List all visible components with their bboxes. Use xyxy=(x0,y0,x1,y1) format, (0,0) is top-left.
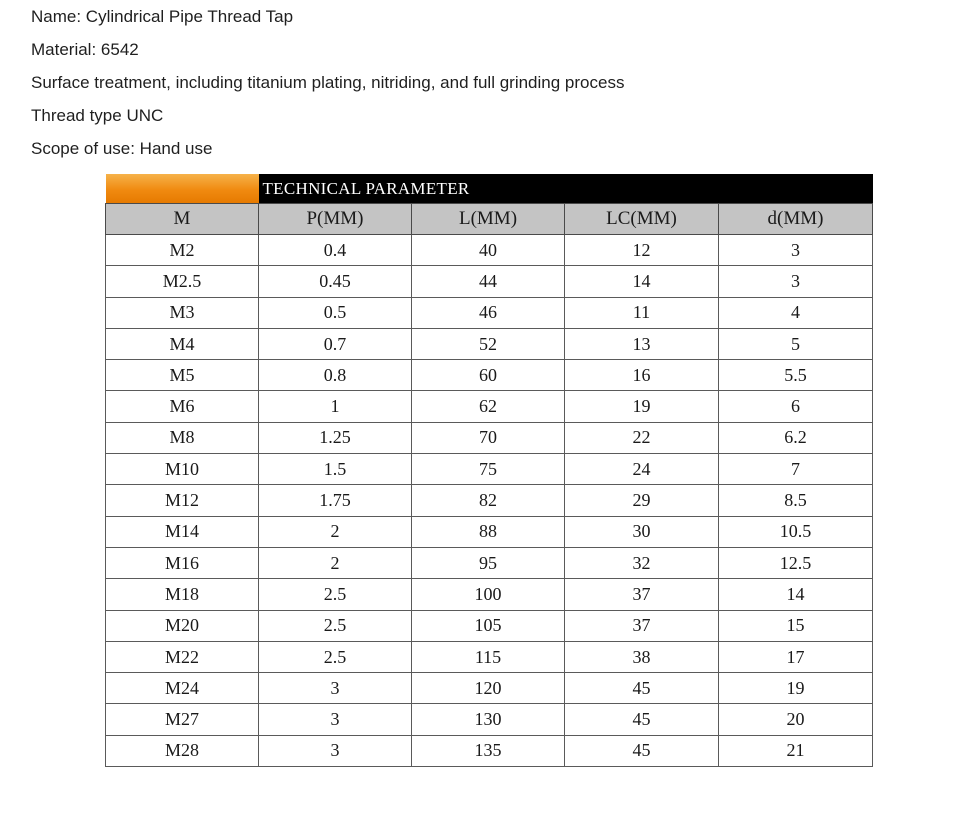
cell-p: 2.5 xyxy=(259,641,412,672)
header-l: L(MM) xyxy=(412,204,565,235)
cell-l: 44 xyxy=(412,266,565,297)
cell-lc: 11 xyxy=(565,297,719,328)
cell-l: 95 xyxy=(412,547,565,578)
cell-d: 7 xyxy=(719,454,873,485)
cell-d: 14 xyxy=(719,579,873,610)
cell-d: 3 xyxy=(719,266,873,297)
cell-m: M2.5 xyxy=(106,266,259,297)
cell-d: 6 xyxy=(719,391,873,422)
cell-p: 0.8 xyxy=(259,360,412,391)
cell-m: M27 xyxy=(106,704,259,735)
cell-l: 46 xyxy=(412,297,565,328)
cell-l: 88 xyxy=(412,516,565,547)
cell-l: 75 xyxy=(412,454,565,485)
cell-l: 52 xyxy=(412,328,565,359)
table-title: TECHNICAL PARAMETER xyxy=(259,174,873,204)
cell-p: 2.5 xyxy=(259,579,412,610)
cell-l: 82 xyxy=(412,485,565,516)
table-row xyxy=(106,673,873,704)
cell-p: 2.5 xyxy=(259,610,412,641)
cell-lc: 30 xyxy=(565,516,719,547)
cell-m: M4 xyxy=(106,328,259,359)
cell-m: M8 xyxy=(106,422,259,453)
cell-lc: 19 xyxy=(565,391,719,422)
cell-m: M12 xyxy=(106,485,259,516)
cell-d: 8.5 xyxy=(719,485,873,516)
cell-l: 135 xyxy=(412,735,565,766)
table-row xyxy=(106,360,873,391)
cell-l: 60 xyxy=(412,360,565,391)
cell-l: 115 xyxy=(412,641,565,672)
cell-p: 1.5 xyxy=(259,454,412,485)
cell-lc: 24 xyxy=(565,454,719,485)
table-row xyxy=(106,735,873,766)
cell-lc: 37 xyxy=(565,610,719,641)
cell-m: M28 xyxy=(106,735,259,766)
table-row xyxy=(106,485,873,516)
table-row xyxy=(106,235,873,266)
title-accent-bar xyxy=(106,174,259,204)
cell-p: 2 xyxy=(259,516,412,547)
cell-m: M10 xyxy=(106,454,259,485)
table-row xyxy=(106,266,873,297)
table-row xyxy=(106,704,873,735)
table-row xyxy=(106,391,873,422)
cell-l: 120 xyxy=(412,673,565,704)
cell-lc: 45 xyxy=(565,673,719,704)
cell-m: M3 xyxy=(106,297,259,328)
header-p: P(MM) xyxy=(259,204,412,235)
table-row xyxy=(106,516,873,547)
cell-lc: 29 xyxy=(565,485,719,516)
table-row xyxy=(106,641,873,672)
product-thread-type: Thread type UNC xyxy=(31,106,164,125)
cell-m: M5 xyxy=(106,360,259,391)
table-row xyxy=(106,454,873,485)
cell-m: M6 xyxy=(106,391,259,422)
technical-parameter-table xyxy=(105,174,873,767)
cell-d: 12.5 xyxy=(719,547,873,578)
cell-lc: 12 xyxy=(565,235,719,266)
cell-d: 4 xyxy=(719,297,873,328)
cell-p: 3 xyxy=(259,735,412,766)
table-row xyxy=(106,579,873,610)
cell-p: 0.5 xyxy=(259,297,412,328)
product-name: Name: Cylindrical Pipe Thread Tap xyxy=(31,7,294,26)
cell-d: 5 xyxy=(719,328,873,359)
product-material: Material: 6542 xyxy=(31,40,139,59)
table-title-row xyxy=(106,174,873,204)
cell-p: 2 xyxy=(259,547,412,578)
cell-p: 0.7 xyxy=(259,328,412,359)
header-d: d(MM) xyxy=(719,204,873,235)
cell-m: M16 xyxy=(106,547,259,578)
cell-l: 70 xyxy=(412,422,565,453)
product-scope-of-use: Scope of use: Hand use xyxy=(31,139,213,158)
cell-d: 3 xyxy=(719,235,873,266)
cell-lc: 13 xyxy=(565,328,719,359)
header-m: M xyxy=(106,204,259,235)
cell-l: 105 xyxy=(412,610,565,641)
cell-d: 21 xyxy=(719,735,873,766)
table-row xyxy=(106,328,873,359)
cell-m: M20 xyxy=(106,610,259,641)
cell-lc: 14 xyxy=(565,266,719,297)
cell-m: M18 xyxy=(106,579,259,610)
table-row xyxy=(106,610,873,641)
cell-lc: 38 xyxy=(565,641,719,672)
cell-m: M22 xyxy=(106,641,259,672)
cell-p: 1.75 xyxy=(259,485,412,516)
cell-p: 3 xyxy=(259,704,412,735)
product-info xyxy=(31,0,931,165)
product-surface-treatment: Surface treatment, including titanium plating, nitriding, and full grinding process xyxy=(31,73,625,92)
cell-p: 3 xyxy=(259,673,412,704)
cell-l: 100 xyxy=(412,579,565,610)
cell-lc: 32 xyxy=(565,547,719,578)
cell-d: 10.5 xyxy=(719,516,873,547)
cell-p: 1.25 xyxy=(259,422,412,453)
header-lc: LC(MM) xyxy=(565,204,719,235)
cell-p: 1 xyxy=(259,391,412,422)
cell-m: M24 xyxy=(106,673,259,704)
cell-l: 130 xyxy=(412,704,565,735)
cell-l: 62 xyxy=(412,391,565,422)
table-body xyxy=(106,235,873,767)
cell-p: 0.4 xyxy=(259,235,412,266)
cell-d: 17 xyxy=(719,641,873,672)
cell-lc: 37 xyxy=(565,579,719,610)
table-row xyxy=(106,422,873,453)
cell-l: 40 xyxy=(412,235,565,266)
cell-d: 5.5 xyxy=(719,360,873,391)
cell-lc: 45 xyxy=(565,704,719,735)
cell-m: M14 xyxy=(106,516,259,547)
cell-p: 0.45 xyxy=(259,266,412,297)
cell-lc: 45 xyxy=(565,735,719,766)
cell-m: M2 xyxy=(106,235,259,266)
cell-lc: 22 xyxy=(565,422,719,453)
table-row xyxy=(106,547,873,578)
table-row xyxy=(106,297,873,328)
cell-lc: 16 xyxy=(565,360,719,391)
cell-d: 6.2 xyxy=(719,422,873,453)
cell-d: 20 xyxy=(719,704,873,735)
cell-d: 15 xyxy=(719,610,873,641)
cell-d: 19 xyxy=(719,673,873,704)
table-header-row xyxy=(106,204,873,235)
